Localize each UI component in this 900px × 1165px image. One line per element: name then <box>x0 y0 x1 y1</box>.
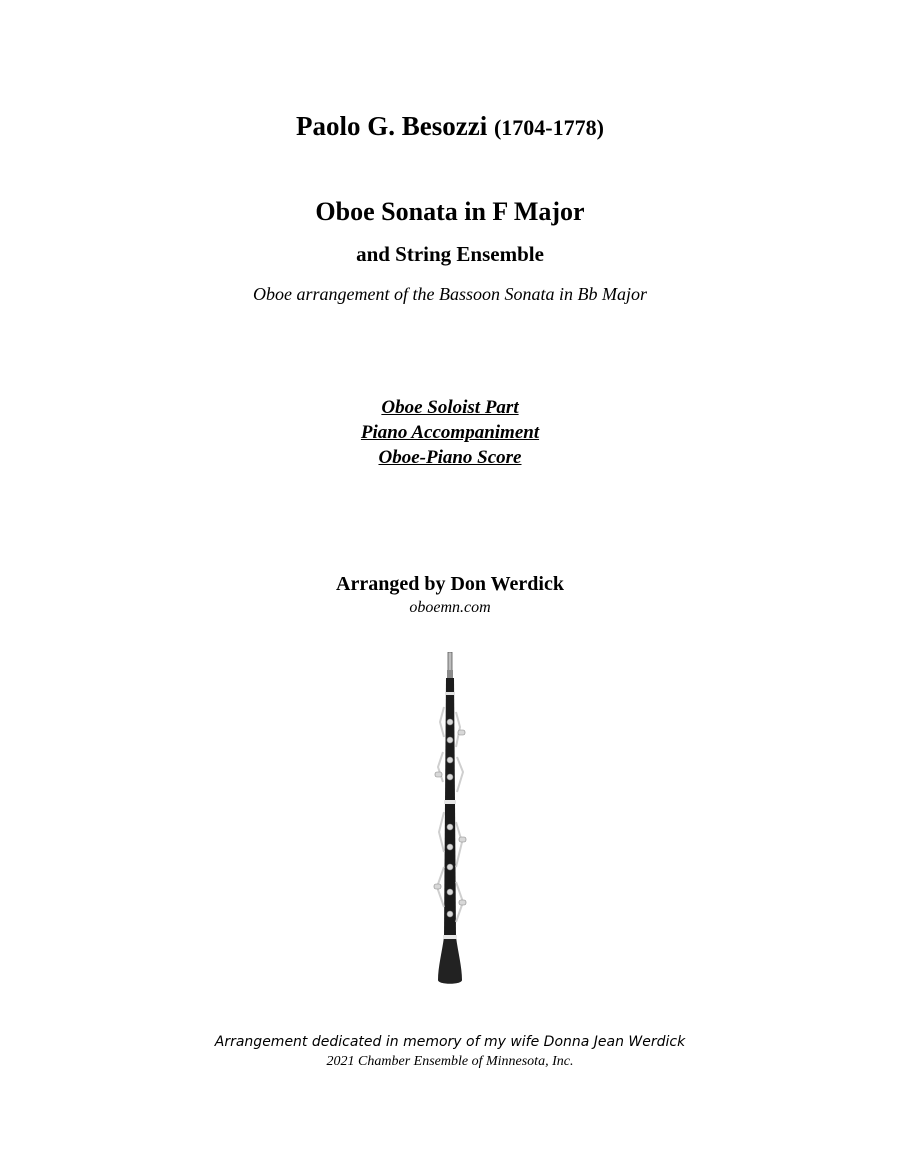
dedication-text: Arrangement dedicated in memory of my wife Donna Jean Werdick <box>214 1034 686 1050</box>
part-oboe-piano-score: Oboe-Piano Score <box>378 447 522 468</box>
oboe-illustration-icon <box>420 652 480 987</box>
composer-name: Paolo G. Besozzi <box>296 111 488 141</box>
arrangement-note: Oboe arrangement of the Bassoon Sonata in Bb Major <box>253 284 647 304</box>
sonata-subtitle: and String Ensemble <box>356 242 544 266</box>
part-piano-accompaniment: Piano Accompaniment <box>360 422 540 443</box>
part-oboe-soloist: Oboe Soloist Part <box>381 397 519 418</box>
copyright-text: 2021 Chamber Ensemble of Minnesota, Inc. <box>326 1054 574 1069</box>
composer-line <box>0 111 900 142</box>
composer-dates: (1704-1778) <box>493 115 604 140</box>
website-text: oboemn.com <box>409 599 491 616</box>
sonata-title: Oboe Sonata in F Major <box>315 197 585 226</box>
parts-list <box>0 395 900 470</box>
arranger-credit: Arranged by Don Werdick <box>336 573 564 595</box>
